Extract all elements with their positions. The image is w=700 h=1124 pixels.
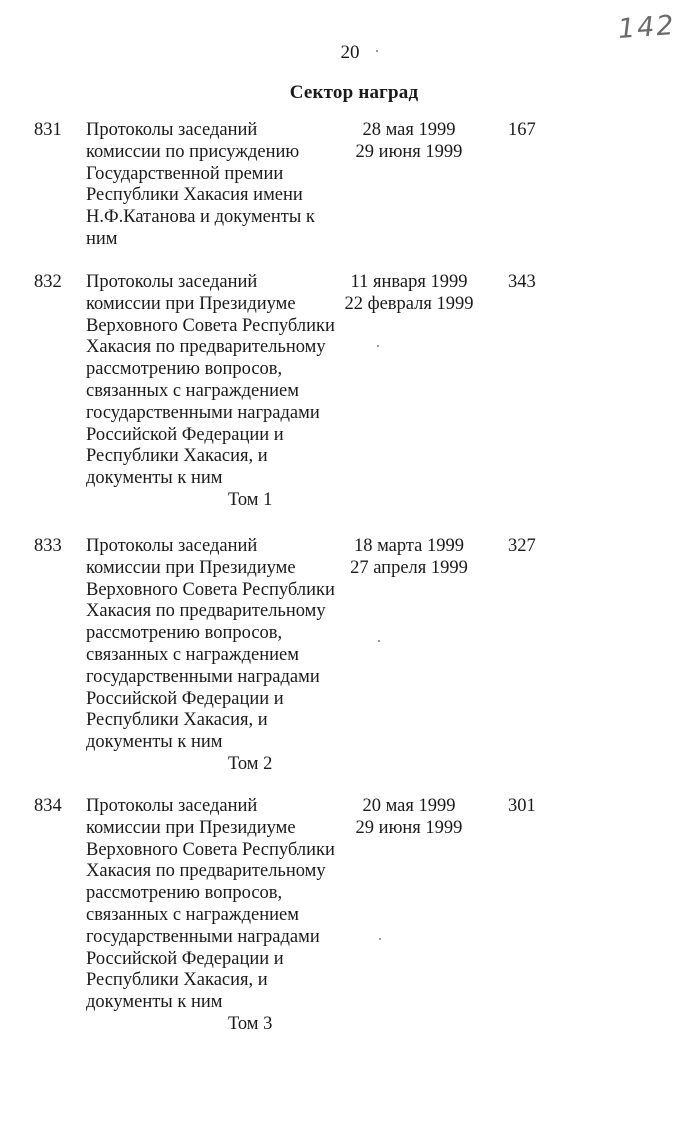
entry-volume: Том 3	[228, 1014, 273, 1034]
scan-speck	[379, 938, 381, 940]
entry-number: 833	[34, 536, 62, 556]
scan-speck	[376, 50, 378, 52]
entry-dates: 18 марта 1999 27 апреля 1999	[350, 536, 468, 578]
entry-description: Протоколы заседаний комиссии при Президиуме Верховного Совета Республики Хакасия по предварительному рассмотрению вопросов, связанных с награждением государственными наградами Российской Федерации и Республики Хакасия, и документы к ним	[86, 272, 335, 489]
entry-description: Протоколы заседаний комиссии при Президиуме Верховного Совета Республики Хакасия по предварительному рассмотрению вопросов, связанных с награждением государственными наградами Российской Федерации и Республики Хакасия, и документы к ним	[86, 796, 335, 1013]
entry-description: Протоколы заседаний комиссии по присуждению Государственной премии Республики Хакасия имени Н.Ф.Катанова и документы к ним	[86, 120, 315, 249]
page-number: 20	[340, 42, 360, 63]
section-title: Сектор наград	[289, 82, 419, 103]
entry-number: 832	[34, 272, 62, 292]
entry-sheet-count: 167	[508, 120, 536, 140]
entry-dates: 20 мая 1999 29 июня 1999	[355, 796, 463, 838]
entry-sheet-count: 343	[508, 272, 536, 292]
scan-speck	[377, 345, 379, 347]
entry-sheet-count: 327	[508, 536, 536, 556]
handwritten-folio-number: 142	[617, 10, 678, 45]
entry-description: Протоколы заседаний комиссии при Президиуме Верховного Совета Республики Хакасия по предварительному рассмотрению вопросов, связанных с награждением государственными наградами Российской Федерации и Республики Хакасия, и документы к ним	[86, 536, 335, 753]
entry-volume: Том 1	[228, 490, 273, 510]
entry-sheet-count: 301	[508, 796, 536, 816]
entry-dates: 11 января 1999 22 февраля 1999	[344, 272, 474, 314]
entry-number: 834	[34, 796, 62, 816]
entry-volume: Том 2	[228, 754, 273, 774]
entry-dates: 28 мая 1999 29 июня 1999	[355, 120, 463, 162]
entry-number: 831	[34, 120, 62, 140]
scan-speck	[378, 640, 380, 642]
